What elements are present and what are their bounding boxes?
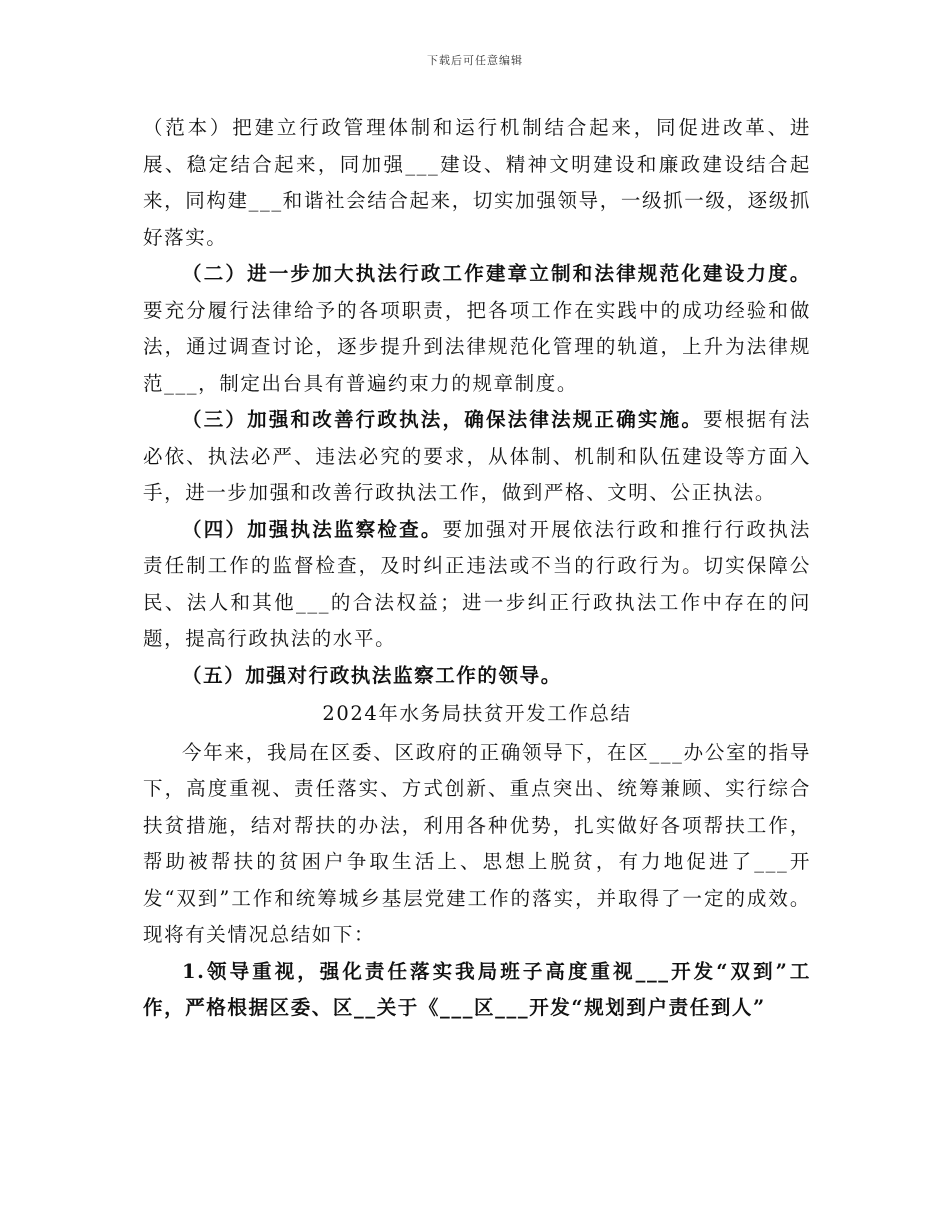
paragraph-1: （范本）把建立行政管理体制和运行机制结合起来，同促进改革、进展、稳定结合起来，同加强___建设、精神文明建设和廉政建设结合起来，同构建___和谐社会结合起来，切实加强领导，一级抓一级，逐级抓好落实。 — [143, 116, 811, 249]
paragraph-3-body: 要根据有法必依、执法必严、违法必究的要求，从体制、机制和队伍建设等方面入手，进一步加强和改善行政执法工作，做到严格、文明、公正执法。 — [143, 408, 811, 504]
paragraph-3 — [143, 402, 811, 512]
section-heading-3: （三）加强和改善行政执法，确保法律法规正确实施。 — [182, 408, 704, 431]
paragraph-6: 今年来，我局在区委、区政府的正确领导下，在区___办公室的指导下，高度重视、责任落实、方式创新、重点突出、统筹兼顾、实行综合扶贫措施，结对帮扶的办法，利用各种优势，扎实做好各项帮扶工作，帮助被帮扶的贫困户争取生活上、思想上脱贫，有力地促进了___开发“双到”工作和统筹城乡基层党建工作的落实，并取得了一定的成效。现将有关情况总结如下： — [143, 740, 811, 946]
paragraph-2 — [143, 256, 811, 402]
paragraph-4-body: 要加强对开展依法行政和推行行政执法责任制工作的监督检查，及时纠正违法或不当的行政行为。切实保障公民、法人和其他___的合法权益；进一步纠正行政执法工作中存在的问题，提高行政执法的水平。 — [143, 517, 811, 650]
paragraph-4 — [143, 512, 811, 658]
paragraph-7: 1.领导重视，强化责任落实我局班子高度重视___开发“双到”工作，严格根据区委、区__关于《___区___开发“规划到户责任到人” — [143, 959, 811, 1019]
section-heading-5: （五）加强对行政执法监察工作的领导。 — [182, 663, 562, 687]
section-heading-4: （四）加强执法监察检查。 — [182, 517, 443, 541]
document-title-2: 2024年水务局扶贫开发工作总结 — [322, 702, 632, 725]
page-header: 下载后可任意编辑 — [427, 54, 523, 67]
paragraph-2-body: 要充分履行法律给予的各项职责，把各项工作在实践中的成功经验和做法，通过调查讨论，逐步提升到法律规范化管理的轨道，上升为法律规范___，制定出台具有普遍约束力的规章制度。 — [143, 298, 811, 395]
document-body — [143, 110, 811, 1027]
section-heading-2: （二）进一步加大执法行政工作建章立制和法律规范化建设力度。 — [182, 262, 811, 285]
